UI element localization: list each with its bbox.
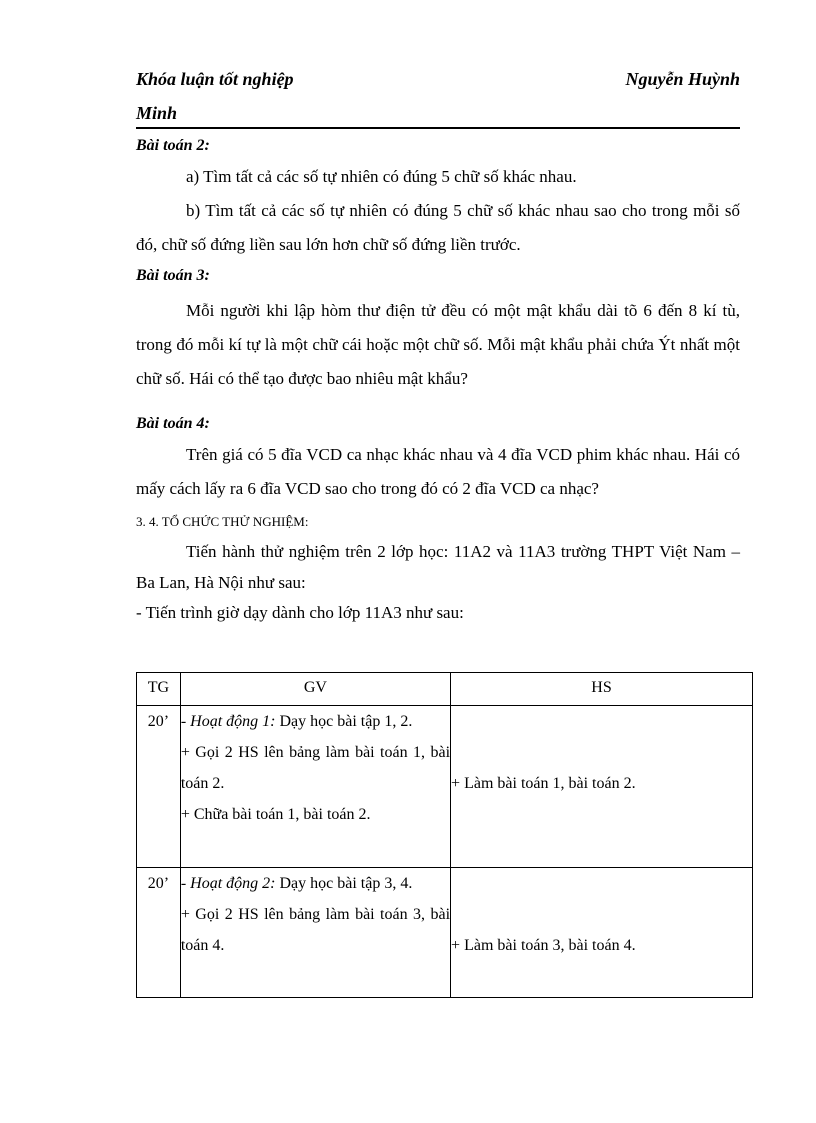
cell-gv bbox=[180, 706, 450, 868]
document-body bbox=[136, 132, 740, 628]
header-rule bbox=[136, 127, 740, 129]
hs-item: + Làm bài toán 1, bài toán 2. bbox=[451, 775, 636, 792]
section-heading: 3. 4. TỔ CHỨC THỬ NGHIỆM: bbox=[136, 514, 309, 529]
header-tg: TG bbox=[137, 673, 181, 706]
gv-item: + Gọi 2 HS lên bảng làm bài toán 3, bài toán 4. bbox=[180, 906, 451, 954]
activity-rest: Dạy học bài tập 1, 2. bbox=[275, 713, 413, 730]
problem-paragraph: a) Tìm tất cả các số tự nhiên có đúng 5 chữ số khác nhau. bbox=[186, 167, 577, 186]
cell-hs bbox=[451, 706, 753, 868]
header-second-line: Minh bbox=[136, 103, 178, 123]
gv-activity: - Hoạt động 1: Dạy học bài tập 1, 2. bbox=[180, 713, 413, 730]
hs-item: + Làm bài toán 3, bài toán 4. bbox=[451, 937, 636, 954]
activity-label: Hoạt động 1: bbox=[190, 713, 276, 730]
problem-title: Bài toán 3: bbox=[136, 267, 210, 284]
header-left: Khóa luận tốt nghiệp bbox=[136, 69, 294, 89]
cell-gv bbox=[180, 868, 450, 998]
activity-rest: Dạy học bài tập 3, 4. bbox=[275, 875, 413, 892]
section-intro: Tiến hành thử nghiệm trên 2 lớp học: 11A2 và 11A3 trường THPT Việt Nam – Ba Lan, Hà Nội như sau: bbox=[136, 542, 740, 592]
lesson-plan-table bbox=[136, 672, 753, 998]
table-row bbox=[137, 706, 753, 868]
table-header-row bbox=[137, 673, 753, 706]
gv-item: + Chữa bài toán 1, bài toán 2. bbox=[180, 806, 371, 823]
problem-paragraph: b) Tìm tất cả các số tự nhiên có đúng 5 chữ số khác nhau sao cho trong mỗi số đó, chữ số đứng liền sau lớn hơn chữ số đứng liền trước. bbox=[136, 201, 740, 254]
schedule-label: - Tiến trình giờ dạy dành cho lớp 11A3 như sau: bbox=[136, 603, 464, 622]
gv-item: + Gọi 2 HS lên bảng làm bài toán 1, bài toán 2. bbox=[180, 744, 451, 792]
header-line bbox=[136, 66, 740, 92]
header-right: Nguyễn Huỳnh bbox=[625, 69, 740, 89]
tg-value: 20’ bbox=[147, 713, 170, 730]
activity-label: Hoạt động 2: bbox=[190, 875, 276, 892]
tg-value: 20’ bbox=[147, 875, 170, 892]
problem-paragraph: Trên giá có 5 đĩa VCD ca nhạc khác nhau và 4 đĩa VCD phim khác nhau. Hái có mấy cách lấy ra 6 đĩa VCD sao cho trong đó có 2 đĩa VCD ca nhạc? bbox=[136, 445, 740, 498]
problem-title: Bài toán 2: bbox=[136, 137, 210, 154]
header-gv: GV bbox=[180, 673, 450, 706]
header-hs: HS bbox=[451, 673, 753, 706]
cell-tg bbox=[137, 868, 181, 998]
page-header bbox=[136, 66, 740, 126]
problem-paragraph: Mỗi người khi lập hòm thư điện tử đều có một mật khẩu dài tõ 6 đến 8 kí tù, trong đó mỗi kí tự là một chữ cái hoặc một chữ số. Mỗi mật khẩu phải chứa Ýt nhất một chữ số. Hái có thể tạo được bao nhiêu mật khẩu? bbox=[136, 301, 740, 388]
problem-title: Bài toán 4: bbox=[136, 415, 210, 432]
cell-hs bbox=[451, 868, 753, 998]
table-row bbox=[137, 868, 753, 998]
cell-tg bbox=[137, 706, 181, 868]
gv-activity: - Hoạt động 2: Dạy học bài tập 3, 4. bbox=[180, 875, 413, 892]
